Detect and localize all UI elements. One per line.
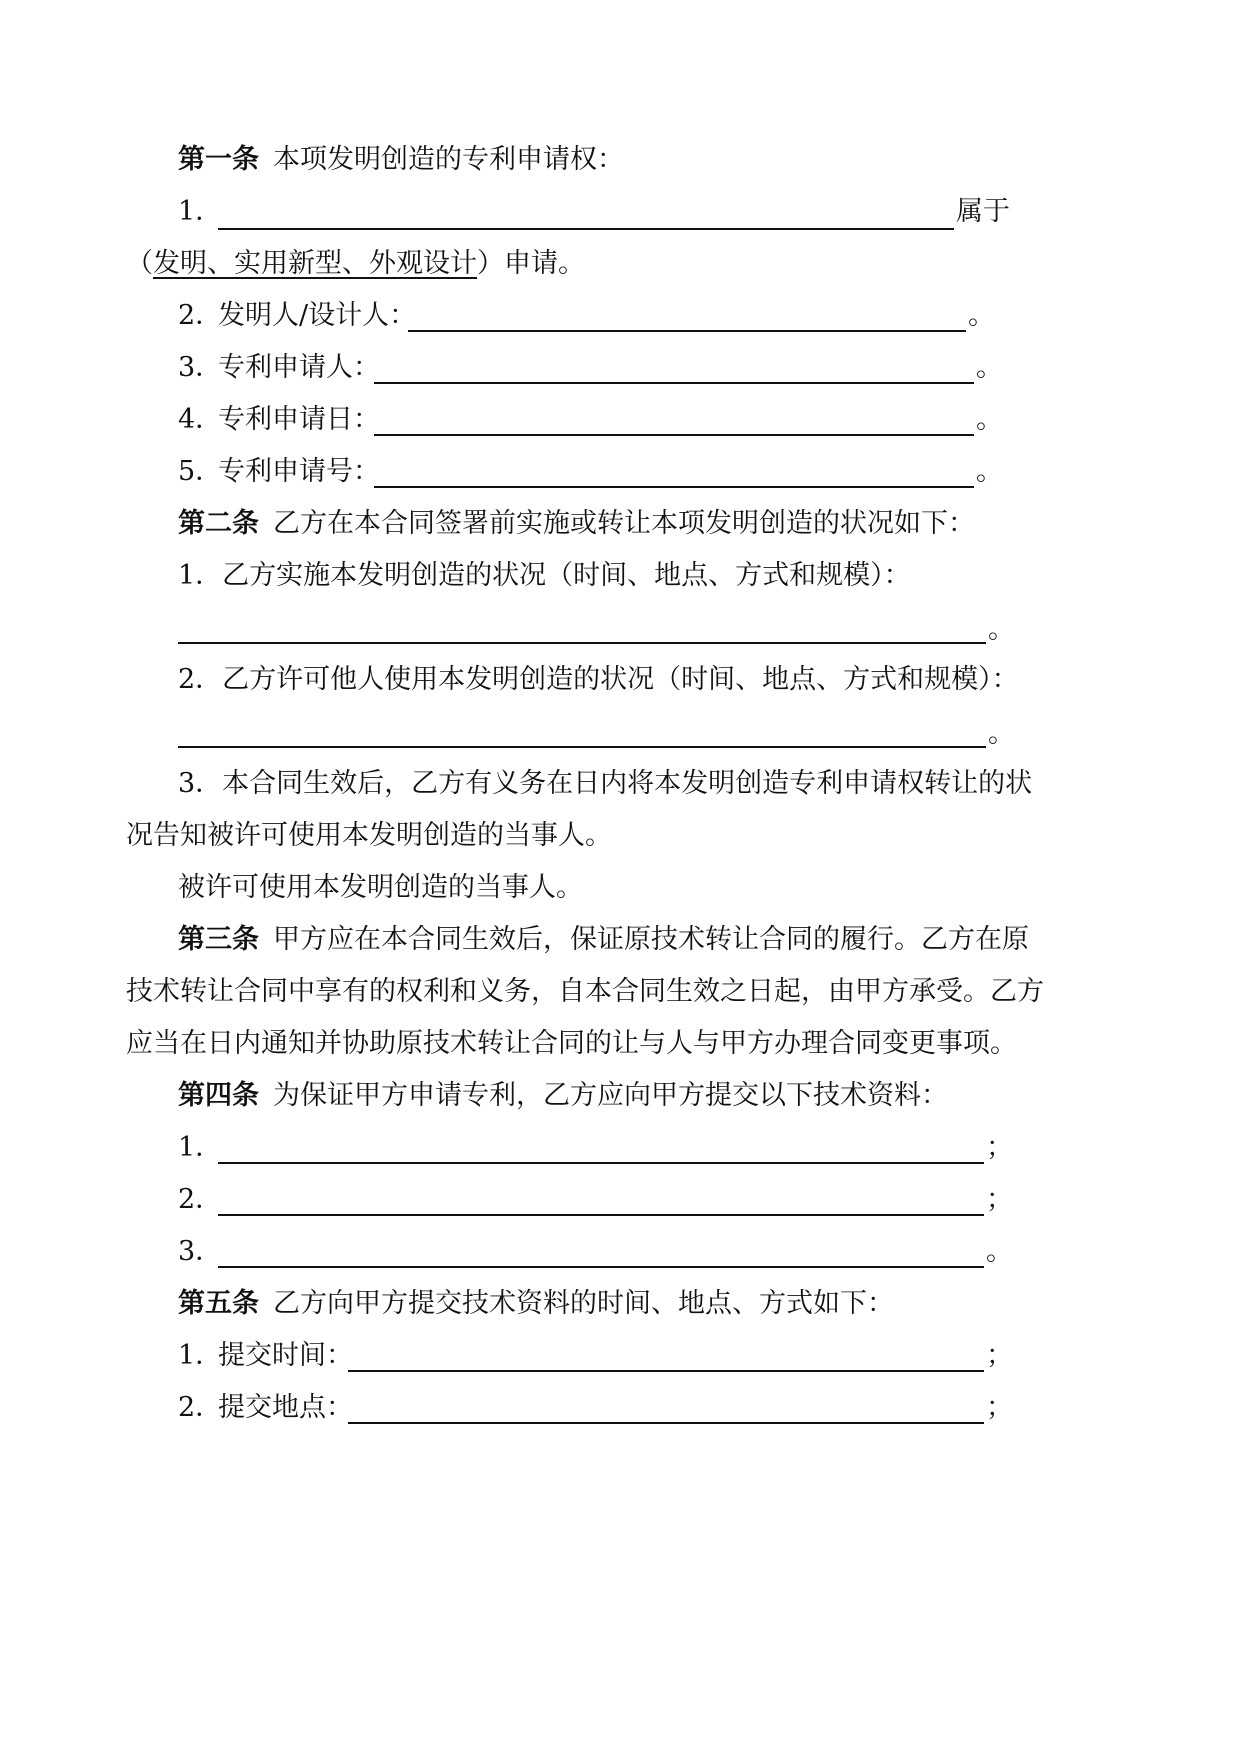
article-2-item-2: 2．乙方许可他人使用本发明创造的状况（时间、地点、方式和规模）： (178, 664, 1019, 695)
end-mark: ； (986, 1392, 1013, 1423)
article-3-line1 (178, 920, 1029, 960)
article-1-item-2 (178, 296, 416, 336)
item-number: 3． (178, 1236, 223, 1267)
blank-field[interactable] (218, 226, 954, 230)
item-label: 专利申请人： (218, 352, 380, 383)
article-1-item-1-tail: 属于 (956, 196, 1010, 227)
end-mark: 。 (976, 352, 1003, 383)
article-1-line (178, 140, 624, 180)
end-mark: 。 (988, 718, 1015, 749)
article-1-heading: 第一条 (178, 144, 259, 175)
open-paren: （ (126, 248, 153, 279)
article-1-item-1-line2 (126, 244, 585, 284)
article-5-heading: 第五条 (178, 1288, 259, 1319)
item-number: 5． (178, 456, 223, 487)
article-2-item-3-line2: 况告知被许可使用本发明创造的当事人。 (126, 820, 612, 851)
blank-field[interactable] (374, 432, 974, 436)
item-number: 4． (178, 404, 223, 435)
item-number: 2． (178, 1184, 223, 1215)
article-1-item-5 (178, 452, 380, 492)
blank-field[interactable] (218, 1212, 984, 1216)
article-5-text: 乙方向甲方提交技术资料的时间、地点、方式如下： (273, 1288, 894, 1319)
end-mark: ； (986, 1340, 1013, 1371)
end-mark: 。 (968, 300, 995, 331)
article-2-item-1: 1．乙方实施本发明创造的状况（时间、地点、方式和规模）： (178, 560, 911, 591)
article-2-note: 被许可使用本发明创造的当事人。 (178, 872, 583, 903)
blank-field[interactable] (178, 640, 986, 644)
item-number: 1． (178, 196, 223, 227)
article-4-item-2 (178, 1180, 223, 1220)
article-4-item-3 (178, 1232, 223, 1272)
blank-field[interactable] (408, 328, 966, 332)
article-4-heading: 第四条 (178, 1080, 259, 1111)
item-number: 2． (178, 1392, 223, 1423)
blank-field[interactable] (374, 484, 974, 488)
article-5-item-1 (178, 1336, 353, 1376)
article-2-item-3-line1: 3．本合同生效后，乙方有义务在日内将本发明创造专利申请权转让的状 (178, 768, 1033, 799)
apply-text: ）申请。 (477, 248, 585, 279)
article-1-text: 本项发明创造的专利申请权： (273, 144, 624, 175)
blank-field[interactable] (348, 1420, 984, 1424)
patent-types: 发明、实用新型、外观设计 (153, 248, 477, 279)
article-5-line (178, 1284, 894, 1324)
blank-field[interactable] (374, 380, 974, 384)
end-mark: 。 (986, 1236, 1013, 1267)
article-2-text: 乙方在本合同签署前实施或转让本项发明创造的状况如下： (273, 508, 975, 539)
item-label: 提交地点： (218, 1392, 353, 1423)
blank-field[interactable] (218, 1264, 984, 1268)
article-3-heading: 第三条 (178, 924, 259, 955)
end-mark: 。 (976, 456, 1003, 487)
end-mark: 。 (976, 404, 1003, 435)
article-4-line (178, 1076, 948, 1116)
item-number: 3． (178, 352, 223, 383)
blank-field[interactable] (218, 1160, 984, 1164)
end-mark: 。 (988, 614, 1015, 645)
article-5-item-2 (178, 1388, 353, 1428)
blank-field[interactable] (178, 744, 986, 748)
article-4-item-1 (178, 1128, 223, 1168)
article-3-text: 甲方应在本合同生效后，保证原技术转让合同的履行。乙方在原 (273, 924, 1029, 955)
article-1-item-3 (178, 348, 380, 388)
item-label: 发明人/设计人： (218, 300, 417, 331)
article-4-text: 为保证甲方申请专利，乙方应向甲方提交以下技术资料： (273, 1080, 948, 1111)
item-number: 2． (178, 300, 223, 331)
end-mark: ； (986, 1184, 1013, 1215)
article-3-line3: 应当在日内通知并协助原技术转让合同的让与人与甲方办理合同变更事项。 (126, 1028, 1017, 1059)
article-1-item-4 (178, 400, 380, 440)
blank-field[interactable] (348, 1368, 984, 1372)
article-2-heading: 第二条 (178, 508, 259, 539)
end-mark: ； (986, 1132, 1013, 1163)
article-1-item-1 (178, 192, 223, 232)
article-2-line (178, 504, 975, 544)
item-label: 专利申请号： (218, 456, 380, 487)
item-label: 专利申请日： (218, 404, 380, 435)
item-label: 提交时间： (218, 1340, 353, 1371)
item-number: 1． (178, 1340, 223, 1371)
item-number: 1． (178, 1132, 223, 1163)
article-3-line2: 技术转让合同中享有的权利和义务，自本合同生效之日起，由甲方承受。乙方 (126, 976, 1044, 1007)
